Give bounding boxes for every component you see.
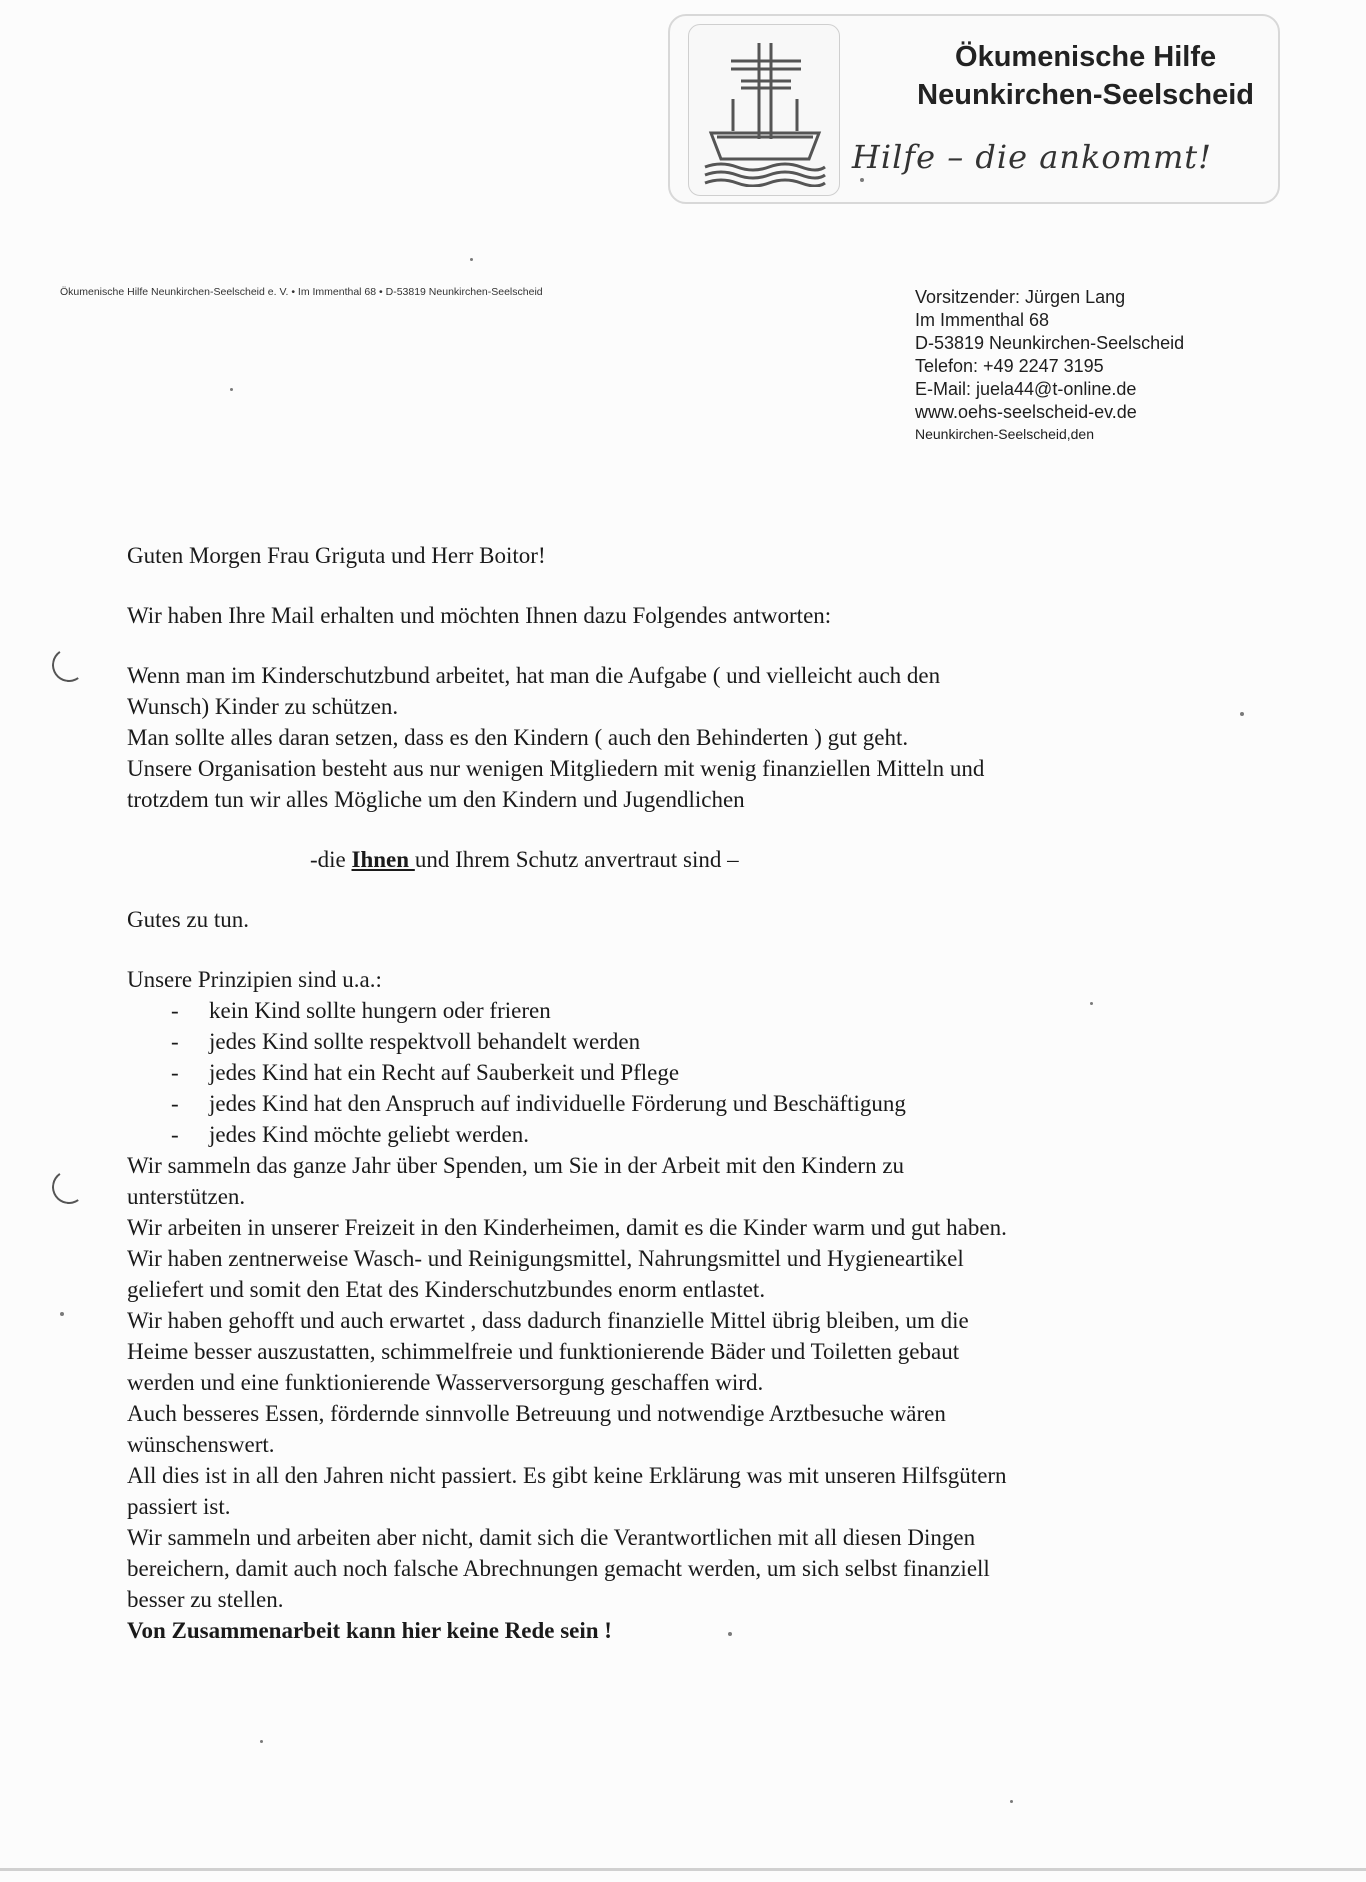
list-item [171,995,1187,1026]
principle-text: jedes Kind hat ein Recht auf Sauberkeit und Pflege [209,1060,680,1085]
greeting: Guten Morgen Frau Griguta und Herr Boitor! [127,543,546,568]
contact-chair: Vorsitzender: Jürgen Lang [915,287,1126,307]
paragraph-2-line: Wir sammeln das ganze Jahr über Spenden, um Sie in der Arbeit mit den Kindern zu [127,1153,905,1178]
paragraph-2 [127,1150,1187,1615]
entrusted-line [127,844,1187,875]
slogan: Hilfe – die ankommt! [851,138,1212,176]
paragraph-2-line: werden und eine funktionierende Wasserversorgung geschaffen wird. [127,1370,764,1395]
scan-speck [1010,1800,1013,1803]
letterhead-logo-box [668,14,1280,204]
principle-text: kein Kind sollte hungern oder frieren [209,998,551,1023]
contact-block [915,286,1184,444]
scan-speck [260,1740,263,1743]
bullet-dash: - [171,1122,179,1147]
paragraph-2-line: Auch besseres Essen, fördernde sinnvolle Betreuung und notwendige Arztbesuche wären [127,1401,946,1426]
org-name-line1: Ökumenische Hilfe [955,41,1217,73]
paragraph-1-line: Unsere Organisation besteht aus nur wenigen Mitgliedern mit wenig finanziellen Mitteln und [127,756,985,781]
contact-street: Im Immenthal 68 [915,310,1050,330]
bullet-dash: - [171,998,179,1023]
paragraph-1-line: trotzdem tun wir alles Mögliche um den Kindern und Jugendlichen [127,787,745,812]
scan-edge [0,1868,1366,1871]
principle-text: jedes Kind sollte respektvoll behandelt werden [209,1029,641,1054]
paragraph-2-line: wünschenswert. [127,1432,275,1457]
entrusted-emphasis: Ihnen [351,847,415,872]
bullet-dash: - [171,1091,179,1116]
principles-heading: Unsere Prinzipien sind u.a.: [127,967,382,992]
paragraph-2-line: Heime besser auszustatten, schimmelfreie und funktionierende Bäder und Toiletten gebaut [127,1339,960,1364]
paragraph-1-line: Wunsch) Kinder zu schützen. [127,694,399,719]
paragraph-2-line: bereichern, damit auch noch falsche Abrechnungen gemacht werden, um sich selbst finanziell [127,1556,990,1581]
bullet-dash: - [171,1029,179,1054]
paragraph-2-line: All dies ist in all den Jahren nicht passiert. Es gibt keine Erklärung was mit unseren Hilfsgütern [127,1463,1007,1488]
scan-speck [860,178,864,182]
scan-speck [230,388,233,391]
list-item [171,1057,1187,1088]
paragraph-2-line: geliefert und somit den Etat des Kinderschutzbundes enorm entlastet. [127,1277,766,1302]
punch-hole-mark [49,645,88,684]
good-deeds-line: Gutes zu tun. [127,907,250,932]
org-name-line2: Neunkirchen-Seelscheid [917,79,1254,111]
contact-website[interactable]: www.oehs-seelscheid-ev.de [915,402,1137,422]
paragraph-1 [127,660,1187,815]
entrusted-post: und Ihrem Schutz anvertraut sind – [414,847,739,872]
contact-place-date: Neunkirchen-Seelscheid,den [915,426,1094,442]
paragraph-2-line: Wir haben zentnerweise Wasch- und Reinigungsmittel, Nahrungsmittel und Hygieneartikel [127,1246,964,1271]
list-item [171,1026,1187,1057]
scan-speck [728,1632,732,1636]
principle-text: jedes Kind hat den Anspruch auf individuelle Förderung und Beschäftigung [209,1091,906,1116]
paragraph-1-line: Man sollte alles daran setzen, dass es den Kindern ( auch den Behinderten ) gut geht. [127,725,909,750]
scan-speck [1090,1002,1093,1005]
scan-speck [1240,712,1244,716]
contact-phone: Telefon: +49 2247 3195 [915,356,1104,376]
paragraph-2-line: Wir arbeiten in unserer Freizeit in den Kinderheimen, damit es die Kinder warm und gut haben. [127,1215,1007,1240]
list-item [171,1119,1187,1150]
paragraph-2-line: Wir sammeln und arbeiten aber nicht, damit sich die Verantwortlichen mit all diesen Dingen [127,1525,976,1550]
paragraph-1-line: Wenn man im Kinderschutzbund arbeitet, hat man die Aufgabe ( und vielleicht auch den [127,663,941,688]
entrusted-pre: -die [310,847,352,872]
contact-email[interactable]: E-Mail: juela44@t-online.de [915,379,1137,399]
org-name [917,38,1254,114]
contact-city: D-53819 Neunkirchen-Seelscheid [915,333,1185,353]
scan-speck [470,258,473,261]
bullet-dash: - [171,1060,179,1085]
intro-paragraph: Wir haben Ihre Mail erhalten und möchten Ihnen dazu Folgendes antworten: [127,603,832,628]
ship-cross-icon [688,24,840,196]
paragraph-2-line: besser zu stellen. [127,1587,284,1612]
paragraph-2-line: Wir haben gehofft und auch erwartet , dass dadurch finanzielle Mittel übrig bleiben, um die [127,1308,969,1333]
principles-list [127,995,1187,1150]
paragraph-2-line: passiert ist. [127,1494,231,1519]
paragraph-2-line: unterstützen. [127,1184,246,1209]
scan-speck [60,1312,64,1316]
punch-hole-mark [49,1167,88,1206]
list-item [171,1088,1187,1119]
closing-statement: Von Zusammenarbeit kann hier keine Rede sein ! [127,1618,612,1643]
return-address: Ökumenische Hilfe Neunkirchen-Seelscheid e. V. • Im Immenthal 68 • D-53819 Neunkirchen-Seelscheid [60,286,543,298]
letter-body [127,540,1187,1675]
principle-text: jedes Kind möchte geliebt werden. [209,1122,529,1147]
